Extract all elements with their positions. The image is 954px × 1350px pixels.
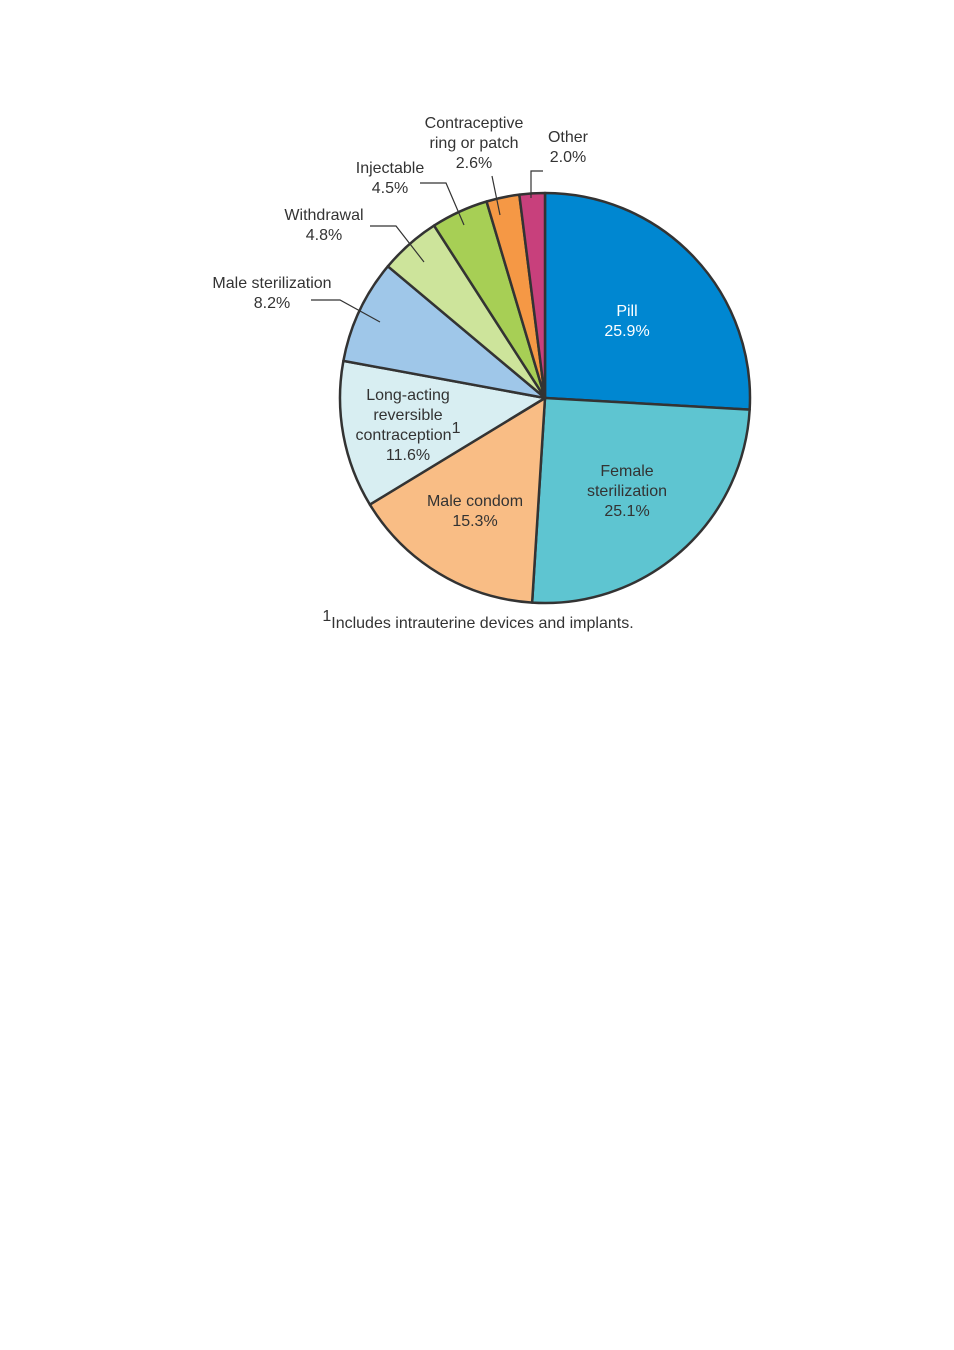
footnote	[322, 608, 633, 632]
label-superscript: 1	[451, 420, 461, 437]
label-withdrawal	[284, 207, 363, 244]
label-percent: 2.6%	[455, 155, 493, 172]
label-line: Contraceptive	[424, 115, 524, 132]
label-line: Female	[600, 463, 654, 480]
label-percent: 8.2%	[253, 295, 291, 312]
slice-female-sterilization	[532, 398, 750, 603]
slice-pill	[545, 193, 750, 410]
label-line: Long-acting	[366, 387, 450, 404]
label-percent: 25.9%	[604, 323, 650, 340]
label-percent: 4.8%	[305, 227, 343, 244]
label-line: ring or patch	[429, 135, 519, 152]
label-percent: 25.1%	[604, 503, 650, 520]
footnote-text: Includes intrauterine devices and implants.	[331, 615, 634, 632]
label-line: Other	[547, 129, 589, 146]
label-contraceptive-ring-or-patch	[425, 115, 524, 172]
label-percent: 4.5%	[371, 180, 409, 197]
label-percent: 15.3%	[452, 513, 498, 530]
label-line: sterilization	[586, 483, 668, 500]
label-percent: 2.0%	[549, 149, 587, 166]
label-male-sterilization	[212, 275, 331, 312]
label-line: Male condom	[426, 493, 524, 510]
label-line: Withdrawal	[284, 207, 364, 224]
label-line: Pill	[616, 303, 638, 320]
label-line: contraception	[355, 427, 452, 444]
label-injectable	[356, 160, 425, 197]
label-line: Injectable	[355, 160, 425, 177]
label-other	[548, 129, 589, 166]
label-line: reversible	[373, 407, 443, 424]
footnote-marker: 1	[322, 608, 332, 625]
label-percent: 11.6%	[385, 447, 431, 464]
label-line: Male sterilization	[212, 275, 332, 292]
